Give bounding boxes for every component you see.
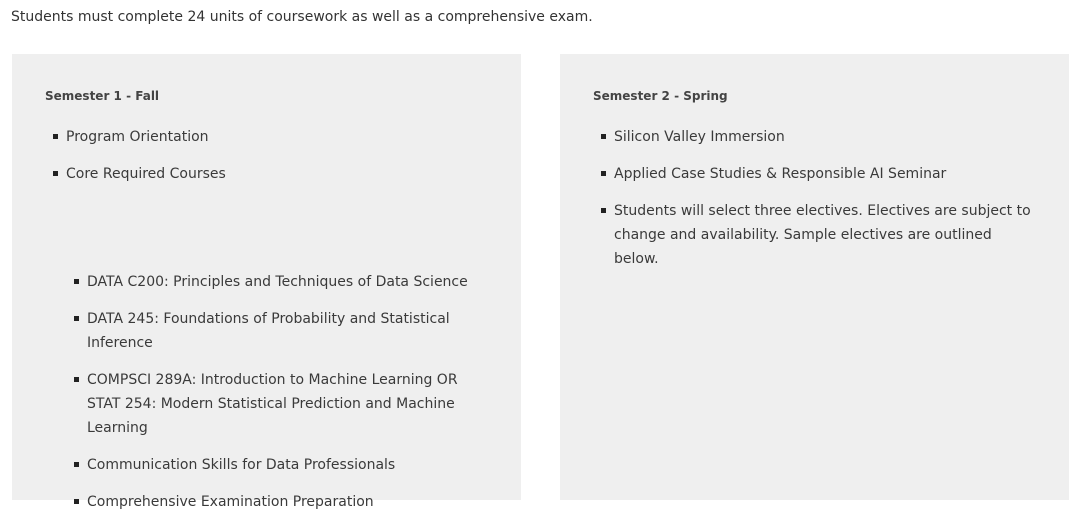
list-item-label: Core Required Courses <box>66 166 226 182</box>
course-label: DATA 245: Foundations of Probability and Statistical Inference <box>87 311 450 351</box>
intro-text: Students must complete 24 units of coursework as well as a comprehensive exam. <box>11 9 593 25</box>
list-item-applied-case-studies <box>598 162 1038 186</box>
semester-2-title: Semester 2 - Spring <box>593 89 728 103</box>
list-item-electives <box>598 199 1038 271</box>
course-item <box>71 307 475 355</box>
list-item-label: Applied Case Studies & Responsible AI Seminar <box>614 166 947 182</box>
course-item <box>71 490 475 514</box>
list-item-label: Program Orientation <box>66 129 209 145</box>
list-item-program-orientation <box>50 125 470 149</box>
course-label: Communication Skills for Data Professionals <box>87 457 396 473</box>
semester-2-list <box>598 125 1038 284</box>
course-label: COMPSCI 289A: Introduction to Machine Learning OR STAT 254: Modern Statistical Prediction and Machine Learning <box>87 372 458 436</box>
semester-1-list <box>50 125 470 510</box>
list-item-silicon-valley-immersion <box>598 125 1038 149</box>
course-item <box>71 270 475 294</box>
list-item-label: Students will select three electives. Electives are subject to change and availability. Sample electives are outlined below. <box>614 203 1031 267</box>
course-label: Comprehensive Examination Preparation <box>87 494 374 510</box>
semester-1-title: Semester 1 - Fall <box>45 89 160 103</box>
course-item <box>71 368 475 440</box>
list-item-core-required-courses <box>50 162 470 510</box>
course-label: DATA C200: Principles and Techniques of Data Science <box>87 274 468 290</box>
core-courses-sublist <box>71 270 475 514</box>
semester-1-panel <box>12 54 521 510</box>
semester-2-panel <box>560 54 1069 500</box>
list-item-label: Silicon Valley Immersion <box>614 129 785 145</box>
course-item <box>71 453 475 477</box>
